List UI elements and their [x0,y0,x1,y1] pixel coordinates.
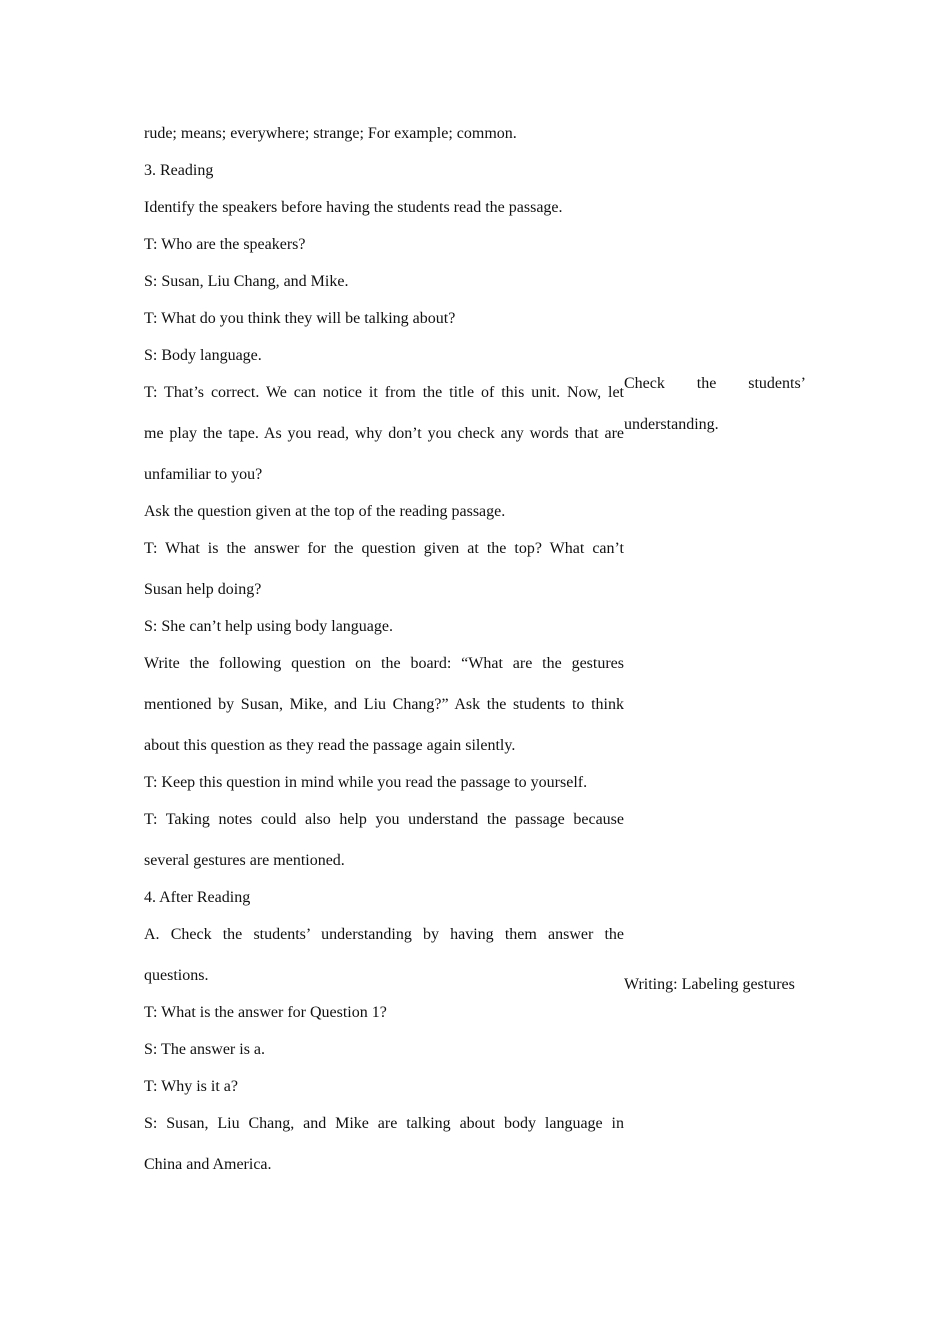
dialogue-line: T: Who are the speakers? [144,236,306,253]
dialogue-line: China and America. [144,1156,272,1173]
purpose-note-check [624,374,806,435]
dialogue-line: several gestures are mentioned. [144,852,345,869]
instruction-line: mentioned by Susan, Mike, and Liu Chang?” Ask the students to think [144,696,624,713]
instruction-line: A. Check the students’ understanding by having them answer the [144,926,624,943]
dialogue-line: T: Why is it a? [144,1078,238,1095]
section-heading-reading: 3. Reading [144,162,214,179]
dialogue-line: T: What do you think they will be talking about? [144,310,456,327]
purpose-note-writing [624,975,806,995]
dialogue-paragraph [144,383,624,485]
instruction-line: questions. [144,967,209,984]
dialogue-line: S: She can’t help using body language. [144,618,393,635]
dialogue-paragraph [144,810,624,871]
dialogue-line: S: The answer is a. [144,1041,266,1058]
vocabulary-list: rude; means; everywhere; strange; For example; common. [144,125,517,142]
dialogue-line: T: What is the answer for Question 1? [144,1004,387,1021]
dialogue-paragraph [144,539,624,600]
section-heading-after-reading: 4. After Reading [144,889,251,906]
note-line: Writing: Labeling gestures [624,976,795,993]
dialogue-line: T: Taking notes could also help you understand the passage because [144,811,624,828]
dialogue-paragraph [144,1114,624,1175]
instruction-line: about this question as they read the passage again silently. [144,737,516,754]
dialogue-line: me play the tape. As you read, why don’t you check any words that are [144,425,624,442]
dialogue-line: T: Keep this question in mind while you read the passage to yourself. [144,774,588,791]
dialogue-line: T: What is the answer for the question given at the top? What can’t [144,540,624,557]
instruction-line: Write the following question on the board: “What are the gestures [144,655,624,672]
dialogue-line: T: That’s correct. We can notice it from the title of this unit. Now, let [144,384,624,401]
dialogue-line: S: Susan, Liu Chang, and Mike are talking about body language in [144,1115,624,1132]
instruction-text: Ask the question given at the top of the reading passage. [144,503,506,520]
dialogue-line: S: Body language. [144,347,262,364]
instruction-paragraph [144,925,624,986]
lesson-procedure-column [144,124,624,1175]
note-line: Check the students’ [624,375,806,392]
dialogue-line: S: Susan, Liu Chang, and Mike. [144,273,349,290]
instruction-paragraph [144,654,624,756]
dialogue-line: Susan help doing? [144,581,262,598]
note-line: understanding. [624,416,719,433]
instruction-text: Identify the speakers before having the students read the passage. [144,199,563,216]
dialogue-line: unfamiliar to you? [144,466,263,483]
